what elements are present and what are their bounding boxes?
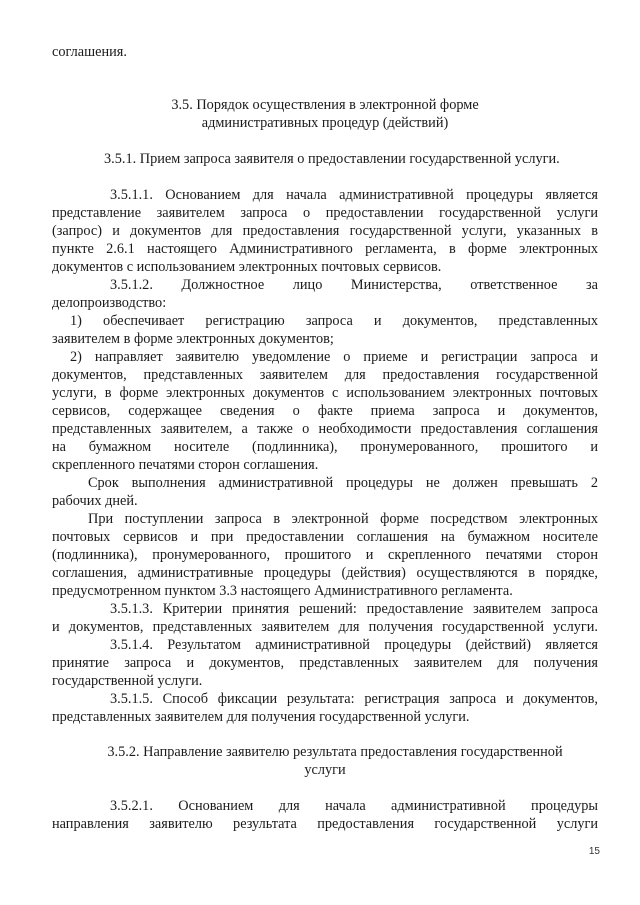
section-heading: 3.5. Порядок осуществления в электронной форме	[171, 97, 479, 113]
subsection-heading: 3.5.2. Направление заявителю результата предоставления государственной	[107, 744, 563, 760]
text-line: (подлинника), пронумерованного, прошитого и скрепленного печатями сторон	[52, 547, 598, 563]
text-line: направления заявителю результата предоставления государственной услуги	[52, 816, 598, 832]
text-line: 3.5.1.2. Должностное лицо Министерства, ответственное за	[110, 277, 598, 293]
text-line: представленных заявителем для получения государственной услуги.	[52, 709, 470, 725]
text-line: предусмотренном пунктом 3.3 настоящего Административного регламента.	[52, 583, 513, 599]
text-line: 3.5.1.5. Способ фиксации результата: регистрация запроса и документов,	[110, 691, 598, 707]
text-line: на бумажном носителе (подлинника), пронумерованного, прошитого и	[52, 439, 598, 455]
text-line: почтовых сервисов и при предоставлении соглашения на бумажном носителе	[52, 529, 598, 545]
text-line: государственной услуги.	[52, 673, 203, 689]
text-line: рабочих дней.	[52, 493, 138, 509]
text-line: 3.5.1.4. Результатом административной процедуры (действий) является	[110, 637, 598, 653]
text-line: (запрос) и документов для предоставления государственной услуги, указанных в	[52, 223, 598, 239]
text-line: услуги, в форме электронных документов с использованием электронных почтовых	[52, 385, 598, 401]
text-line: принятие запроса и документов, представленных заявителем для получения	[52, 655, 598, 671]
text-line: делопроизводство:	[52, 295, 167, 311]
text-line: 1) обеспечивает регистрацию запроса и документов, представленных	[70, 313, 598, 329]
text-line: соглашения.	[52, 44, 127, 60]
text-line: 3.5.1.3. Критерии принятия решений: предоставление заявителем запроса	[110, 601, 598, 617]
text-line: пункте 2.6.1 настоящего Административного регламента, в форме электронных	[52, 241, 598, 257]
text-line: соглашения, административные процедуры (действия) осуществляются в порядке,	[52, 565, 598, 581]
text-line: 3.5.1.1. Основанием для начала административной процедуры является	[110, 187, 598, 203]
text-line: документов, представленных заявителем для предоставления государственной	[52, 367, 598, 383]
subsection-heading: услуги	[304, 762, 346, 778]
text-line: документов с использованием электронных почтовых сервисов.	[52, 259, 442, 275]
section-heading: административных процедур (действий)	[201, 115, 449, 131]
text-line: и документов, представленных заявителем для получения государственной услуги.	[52, 619, 598, 635]
page-number: 15	[588, 846, 600, 857]
text-line: 3.5.2.1. Основанием для начала административной процедуры	[110, 798, 598, 814]
text-line: сервисов, содержащее сведения о факте приема запроса и документов,	[52, 403, 598, 419]
text-line: Срок выполнения административной процедуры не должен превышать 2	[88, 475, 598, 491]
text-line: скрепленного печатями сторон соглашения.	[52, 457, 319, 473]
text-line: При поступлении запроса в электронной форме посредством электронных	[88, 511, 598, 527]
text-line: представление заявителем запроса о предоставлении государственной услуги	[52, 205, 598, 221]
text-line: 2) направляет заявителю уведомление о приеме и регистрации запроса и	[70, 349, 598, 365]
subsection-heading: 3.5.1. Прием запроса заявителя о предоставлении государственной услуги.	[104, 151, 560, 167]
text-line: заявителем в форме электронных документов;	[52, 331, 334, 347]
text-line: представленных заявителем, а также о необходимости предоставления соглашения	[52, 421, 598, 437]
